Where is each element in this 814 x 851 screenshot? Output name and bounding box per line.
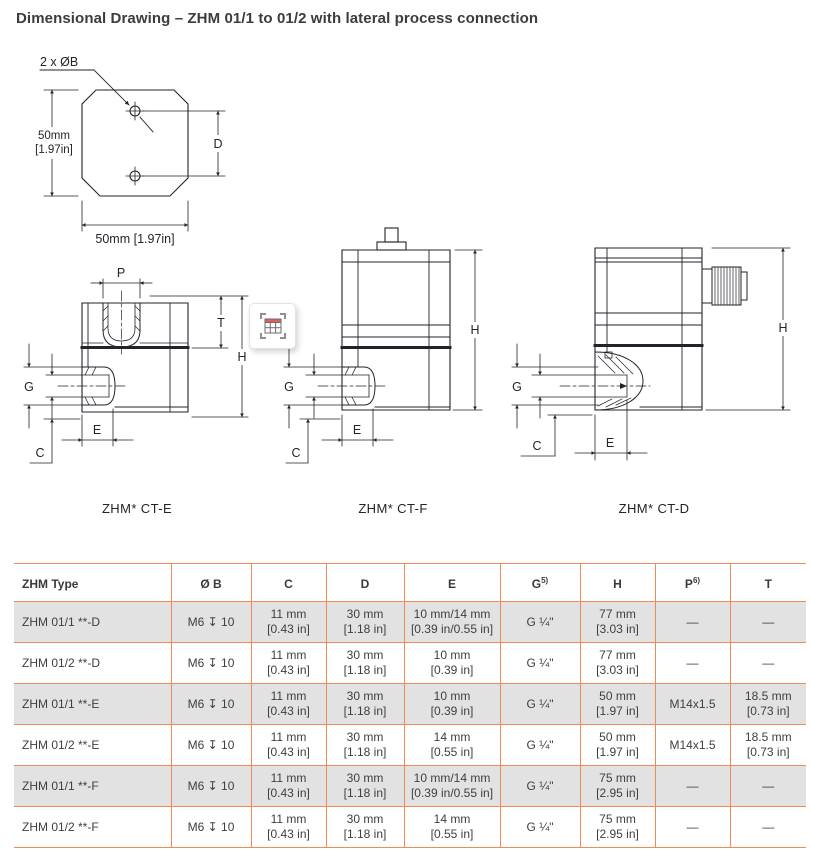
cell-h: 75 mm [2.95 in] xyxy=(580,766,655,807)
header-p: $P^{6)}$ xyxy=(655,564,730,602)
table-row xyxy=(14,643,806,684)
table-body xyxy=(14,602,806,848)
view-caption-ct-f: ZHM* CT-F xyxy=(358,501,428,516)
view-ct-e xyxy=(24,266,250,516)
dim-h-label: H xyxy=(778,321,788,335)
dim-t-label: T xyxy=(217,316,225,330)
cell-c: 11 mm [0.43 in] xyxy=(251,807,326,848)
table-header-row xyxy=(14,564,806,602)
table-row xyxy=(14,766,806,807)
cell-t: — xyxy=(730,807,806,848)
header-d: D xyxy=(326,564,404,602)
cell-p: — xyxy=(655,807,730,848)
cell-b: M6 ↧ 10 xyxy=(171,643,251,684)
table-row xyxy=(14,602,806,643)
cell-type: ZHM 01/2 **-F xyxy=(22,819,99,834)
cell-t: 18.5 mm [0.73 in] xyxy=(730,725,806,766)
dim-c-label: C xyxy=(532,439,542,453)
cell-type: ZHM 01/1 **-D xyxy=(22,614,101,629)
cell-p: M14x1.5 xyxy=(655,725,730,766)
cell-g: G ¼" xyxy=(500,684,580,725)
top-plate-view xyxy=(30,55,227,246)
dim-e-label: E xyxy=(605,436,615,450)
cell-e: 14 mm [0.55 in] xyxy=(404,725,500,766)
cell-type: ZHM 01/2 **-E xyxy=(22,737,100,752)
cell-b: M6 ↧ 10 xyxy=(171,766,251,807)
dim-t xyxy=(150,296,248,348)
view-ct-d xyxy=(512,248,791,516)
table-row xyxy=(14,807,806,848)
view-caption-ct-e: ZHM* CT-E xyxy=(101,501,173,516)
cell-d: 30 mm [1.18 in] xyxy=(326,725,404,766)
table-capture-icon[interactable] xyxy=(249,303,296,349)
top-connector-base xyxy=(377,242,406,250)
dim-c-label: C xyxy=(35,446,45,460)
dim-g-label: G xyxy=(24,380,34,394)
cell-c: 11 mm [0.43 in] xyxy=(251,602,326,643)
height-dim-mm: 50mm xyxy=(38,130,70,142)
header-zhm-type: ZHM Type xyxy=(22,577,79,591)
cell-e: 10 mm/14 mm [0.39 in/0.55 in] xyxy=(404,766,500,807)
cell-type: ZHM 01/1 **-F xyxy=(22,778,99,793)
dim-c-label: C xyxy=(291,446,301,460)
header-e: E xyxy=(404,564,500,602)
header-b: Ø B xyxy=(171,564,251,602)
cell-h: 75 mm [2.95 in] xyxy=(580,807,655,848)
cell-c: 11 mm [0.43 in] xyxy=(251,643,326,684)
header-c: C xyxy=(251,564,326,602)
header-h: H xyxy=(580,564,655,602)
cell-t: — xyxy=(730,602,806,643)
threaded-pocket xyxy=(103,291,140,354)
table-capture-glyph xyxy=(259,312,287,340)
dim-h-label: H xyxy=(470,323,480,337)
cell-t: 18.5 mm [0.73 in] xyxy=(730,684,806,725)
height-dim-in: [1.97in] xyxy=(35,144,73,156)
cell-g: G ¼" xyxy=(500,766,580,807)
connector-threads xyxy=(715,267,739,305)
cell-e: 10 mm [0.39 in] xyxy=(404,684,500,725)
cell-d: 30 mm [1.18 in] xyxy=(326,684,404,725)
cell-h: 50 mm [1.97 in] xyxy=(580,684,655,725)
cell-c: 11 mm [0.43 in] xyxy=(251,725,326,766)
cell-c: 11 mm [0.43 in] xyxy=(251,766,326,807)
dim-p-label: P xyxy=(116,266,126,280)
view-ct-f xyxy=(284,228,483,516)
cell-e: 10 mm [0.39 in] xyxy=(404,643,500,684)
cell-c: 11 mm [0.43 in] xyxy=(251,684,326,725)
cell-d: 30 mm [1.18 in] xyxy=(326,602,404,643)
cell-p: M14x1.5 xyxy=(655,684,730,725)
cell-type: ZHM 01/2 **-D xyxy=(22,655,101,670)
cell-b: M6 ↧ 10 xyxy=(171,807,251,848)
dim-h-label: H xyxy=(237,350,247,364)
cell-b: M6 ↧ 10 xyxy=(171,602,251,643)
cell-e: 10 mm/14 mm [0.39 in/0.55 in] xyxy=(404,602,500,643)
dim-e-label: E xyxy=(352,423,362,437)
section-hatching xyxy=(598,355,633,407)
cell-h: 50 mm [1.97 in] xyxy=(580,725,655,766)
hole-callout-leader xyxy=(40,70,153,132)
cell-p: — xyxy=(655,643,730,684)
table-row xyxy=(14,684,806,725)
cell-p: — xyxy=(655,766,730,807)
cell-t: — xyxy=(730,643,806,684)
top-connector-pin xyxy=(385,228,398,242)
cell-type: ZHM 01/1 **-E xyxy=(22,696,100,711)
cell-h: 77 mm [3.03 in] xyxy=(580,643,655,684)
cell-b: M6 ↧ 10 xyxy=(171,684,251,725)
cell-g: G ¼" xyxy=(500,807,580,848)
cell-g: G ¼" xyxy=(500,643,580,684)
view-caption-ct-d: ZHM* CT-D xyxy=(618,501,690,516)
width-dim-label: 50mm [1.97in] xyxy=(95,232,175,246)
cell-t: — xyxy=(730,766,806,807)
side-connector xyxy=(702,267,747,305)
dimensions-table xyxy=(14,563,806,848)
header-g: $G^{5)}$ xyxy=(500,564,580,602)
cell-h: 77 mm [3.03 in] xyxy=(580,602,655,643)
cell-e: 14 mm [0.55 in] xyxy=(404,807,500,848)
cell-p: — xyxy=(655,602,730,643)
header-t: T xyxy=(730,564,806,602)
lateral-port-cutaway xyxy=(560,352,650,410)
cell-d: 30 mm [1.18 in] xyxy=(326,643,404,684)
cell-g: G ¼" xyxy=(500,725,580,766)
cell-g: G ¼" xyxy=(500,602,580,643)
hole-crosshairs xyxy=(126,102,144,185)
dim-e-label: E xyxy=(92,423,102,437)
lateral-port xyxy=(58,367,128,405)
table-row xyxy=(14,725,806,766)
width-dimension xyxy=(82,201,188,231)
lateral-port xyxy=(318,367,388,405)
dim-g-label: G xyxy=(284,380,294,394)
cell-b: M6 ↧ 10 xyxy=(171,725,251,766)
hole-callout-label: 2 x ØB xyxy=(40,55,79,69)
dim-g-label: G xyxy=(512,380,522,394)
cell-d: 30 mm [1.18 in] xyxy=(326,766,404,807)
cell-d: 30 mm [1.18 in] xyxy=(326,807,404,848)
hole-pitch-label: D xyxy=(213,137,223,151)
page-title: Dimensional Drawing – ZHM 01/1 to 01/2 with lateral process connection xyxy=(16,10,539,27)
